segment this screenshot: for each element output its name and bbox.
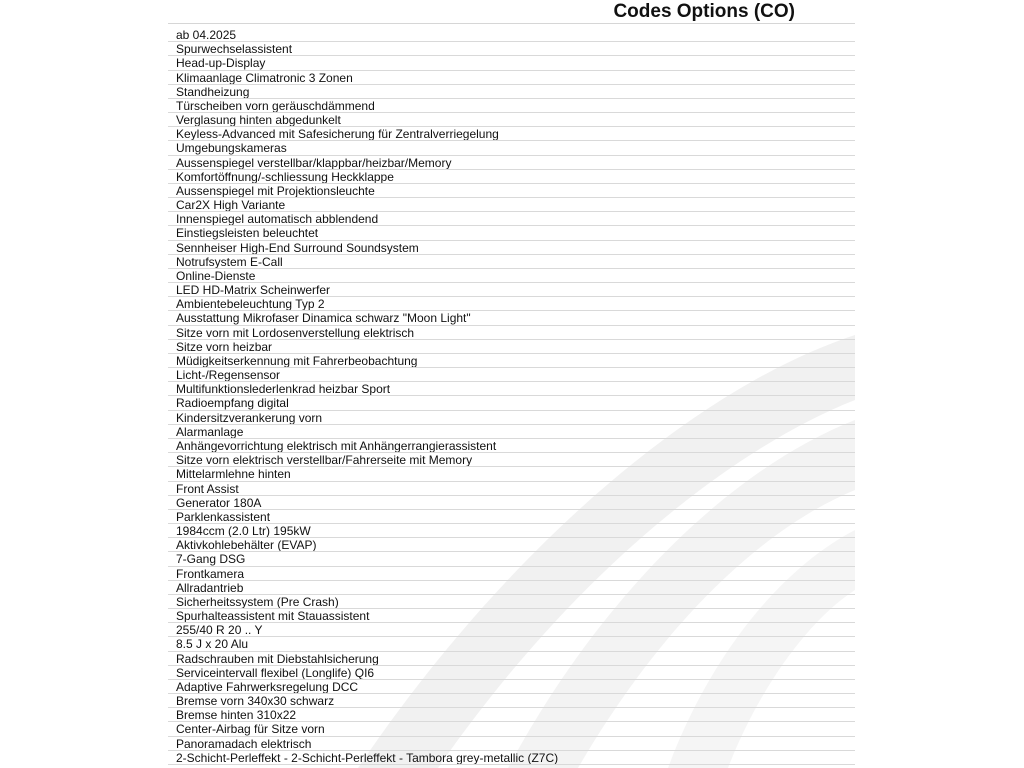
option-item: Bremse vorn 340x30 schwarz <box>168 694 855 708</box>
option-item: Sitze vorn heizbar <box>168 340 855 354</box>
option-item: Alarmanlage <box>168 425 855 439</box>
option-item: Radioempfang digital <box>168 396 855 410</box>
option-item: Müdigkeitserkennung mit Fahrerbeobachtung <box>168 354 855 368</box>
option-item: Verglasung hinten abgedunkelt <box>168 113 855 127</box>
option-item: Aussenspiegel verstellbar/klappbar/heizbar/Memory <box>168 156 855 170</box>
option-item: Türscheiben vorn geräuschdämmend <box>168 99 855 113</box>
option-item: Licht-/Regensensor <box>168 368 855 382</box>
option-item: Car2X High Variante <box>168 198 855 212</box>
option-item: Komfortöffnung/-schliessung Heckklappe <box>168 170 855 184</box>
option-item: Head-up-Display <box>168 56 855 70</box>
option-item: Panoramadach elektrisch <box>168 737 855 751</box>
option-item: Radschrauben mit Diebstahlsicherung <box>168 652 855 666</box>
option-item: Aktivkohlebehälter (EVAP) <box>168 538 855 552</box>
option-item: Sitze vorn mit Lordosenverstellung elektrisch <box>168 326 855 340</box>
page-title: Codes Options (CO) <box>613 1 795 22</box>
option-item: Front Assist <box>168 482 855 496</box>
option-item: 8.5 J x 20 Alu <box>168 637 855 651</box>
option-item: Serviceintervall flexibel (Longlife) QI6 <box>168 666 855 680</box>
option-item: Ambientebeleuchtung Typ 2 <box>168 297 855 311</box>
option-item: Anhängevorrichtung elektrisch mit Anhängerrangierassistent <box>168 439 855 453</box>
option-item: Sennheiser High-End Surround Soundsystem <box>168 241 855 255</box>
option-item: Innenspiegel automatisch abblendend <box>168 212 855 226</box>
option-item: Einstiegsleisten beleuchtet <box>168 226 855 240</box>
title-divider <box>168 23 855 24</box>
option-item: Parklenkassistent <box>168 510 855 524</box>
option-item: Allradantrieb <box>168 581 855 595</box>
option-item: Generator 180A <box>168 496 855 510</box>
option-item: Aussenspiegel mit Projektionsleuchte <box>168 184 855 198</box>
option-item: Spurhalteassistent mit Stauassistent <box>168 609 855 623</box>
option-item: Notrufsystem E-Call <box>168 255 855 269</box>
option-item: 7-Gang DSG <box>168 552 855 566</box>
option-item: Keyless-Advanced mit Safesicherung für Zentralverriegelung <box>168 127 855 141</box>
option-item: LED HD-Matrix Scheinwerfer <box>168 283 855 297</box>
option-item: Frontkamera <box>168 567 855 581</box>
option-item: ab 04.2025 <box>168 28 855 42</box>
option-item: Online-Dienste <box>168 269 855 283</box>
option-item: Center-Airbag für Sitze vorn <box>168 722 855 736</box>
option-item: Klimaanlage Climatronic 3 Zonen <box>168 71 855 85</box>
option-item: Spurwechselassistent <box>168 42 855 56</box>
option-item: Bremse hinten 310x22 <box>168 708 855 722</box>
option-item: Ausstattung Mikrofaser Dinamica schwarz "Moon Light" <box>168 311 855 325</box>
option-item: Mittelarmlehne hinten <box>168 467 855 481</box>
option-item: 255/40 R 20 .. Y <box>168 623 855 637</box>
option-item: Multifunktionslederlenkrad heizbar Sport <box>168 382 855 396</box>
option-item: Sicherheitssystem (Pre Crash) <box>168 595 855 609</box>
option-item: 1984ccm (2.0 Ltr) 195kW <box>168 524 855 538</box>
option-item: Adaptive Fahrwerksregelung DCC <box>168 680 855 694</box>
option-item: 2-Schicht-Perleffekt - 2-Schicht-Perleffekt - Tambora grey-metallic (Z7C) <box>168 751 855 765</box>
option-item: Standheizung <box>168 85 855 99</box>
options-sheet <box>168 0 855 768</box>
option-item: Sitze vorn elektrisch verstellbar/Fahrerseite mit Memory <box>168 453 855 467</box>
option-item: Umgebungskameras <box>168 141 855 155</box>
option-item: Kindersitzverankerung vorn <box>168 411 855 425</box>
options-list <box>168 28 855 765</box>
